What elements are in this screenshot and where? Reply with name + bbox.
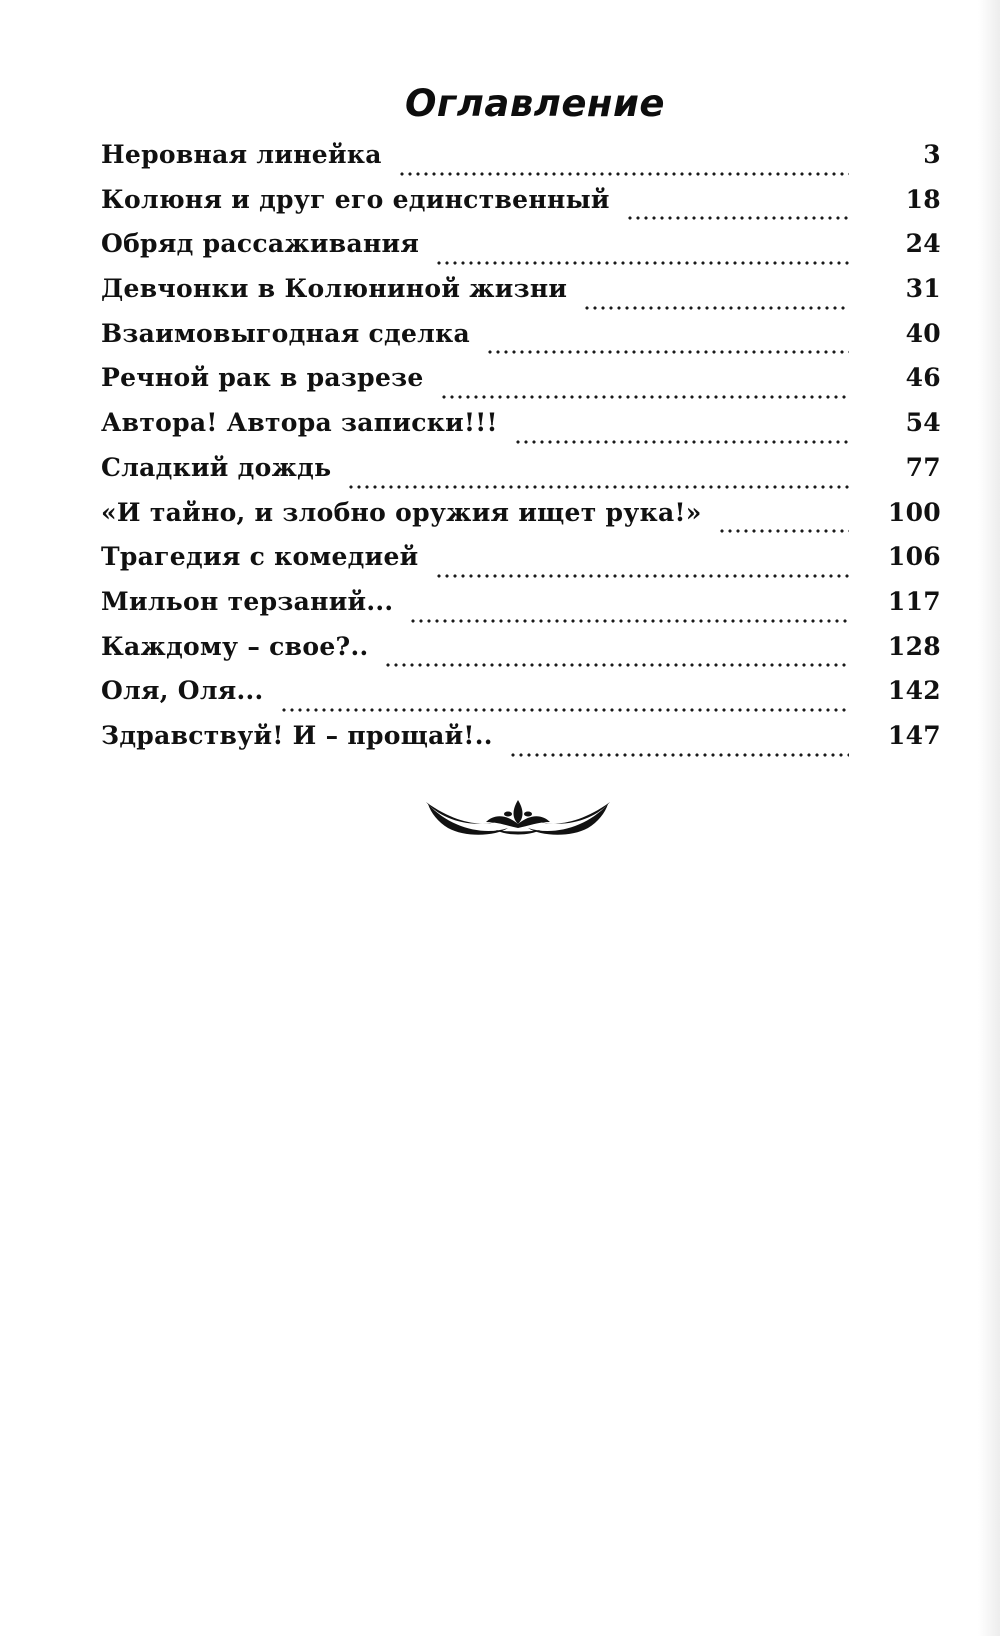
toc-dot-leader bbox=[514, 425, 849, 445]
toc-dot-leader bbox=[509, 738, 849, 758]
toc-entry-title: Девчонки в Колюниной жизни bbox=[101, 274, 568, 304]
toc-page-number: 24 bbox=[905, 229, 941, 259]
toc-page-number: 100 bbox=[887, 497, 941, 527]
toc-entry-title: Сладкий дождь bbox=[101, 452, 332, 482]
toc-dot-leader bbox=[398, 157, 849, 177]
toc-entry-title: Мильон терзаний... bbox=[101, 586, 394, 616]
toc-dot-leader bbox=[583, 291, 849, 311]
toc-dot-leader bbox=[384, 648, 849, 668]
toc-page-number: 40 bbox=[905, 318, 941, 348]
toc-entry-title: Трагедия с комедией bbox=[101, 542, 419, 572]
toc-entry-title: Здравствуй! И – прощай!.. bbox=[101, 720, 493, 750]
toc-dot-leader bbox=[409, 604, 849, 624]
toc-entry bbox=[101, 542, 941, 587]
toc-dot-leader bbox=[718, 514, 849, 534]
toc-page-number: 46 bbox=[905, 363, 941, 393]
toc-page-number: 18 bbox=[905, 184, 941, 214]
toc-page-number: 147 bbox=[887, 720, 941, 750]
toc-entry bbox=[101, 229, 941, 274]
table-of-contents bbox=[101, 140, 941, 766]
vignette-ornament-icon bbox=[426, 798, 610, 838]
toc-dot-leader bbox=[435, 559, 849, 579]
toc-entry-title: Речной рак в разрезе bbox=[101, 363, 424, 393]
toc-dot-leader bbox=[280, 693, 849, 713]
toc-dot-leader bbox=[435, 246, 849, 266]
toc-page-number: 117 bbox=[887, 586, 941, 616]
toc-entry-title: Колюня и друг его единственный bbox=[101, 184, 610, 214]
toc-entry bbox=[101, 363, 941, 408]
toc-page-number: 77 bbox=[905, 452, 941, 482]
toc-page-number: 142 bbox=[887, 676, 941, 706]
toc-entry bbox=[101, 408, 941, 453]
toc-entry bbox=[101, 185, 941, 230]
toc-entry bbox=[101, 721, 941, 766]
page-title: Оглавление bbox=[404, 82, 666, 125]
toc-entry-title: Неровная линейка bbox=[101, 140, 382, 169]
toc-page-number: 3 bbox=[923, 140, 941, 169]
toc-entry-title: Каждому – свое?.. bbox=[101, 631, 369, 661]
page-edge-shadow bbox=[978, 0, 1000, 1636]
toc-dot-leader bbox=[486, 335, 849, 355]
toc-entry-title: Взаимовыгодная сделка bbox=[101, 318, 470, 348]
toc-entry bbox=[101, 274, 941, 319]
toc-entry-title: «И тайно, и злобно оружия ищет рука!» bbox=[101, 497, 702, 527]
toc-page-number: 128 bbox=[887, 631, 941, 661]
toc-entry bbox=[101, 140, 941, 185]
toc-page-number: 31 bbox=[905, 274, 941, 304]
toc-entry bbox=[101, 319, 941, 364]
toc-dot-leader bbox=[347, 470, 849, 490]
toc-entry bbox=[101, 453, 941, 498]
toc-entry-title: Обряд рассаживания bbox=[101, 229, 420, 259]
toc-page-number: 106 bbox=[887, 542, 941, 572]
toc-dot-leader bbox=[626, 201, 849, 221]
toc-entry bbox=[101, 587, 941, 632]
toc-entry bbox=[101, 676, 941, 721]
toc-entry-title: Автора! Автора записки!!! bbox=[101, 408, 498, 438]
toc-entry-title: Оля, Оля... bbox=[101, 676, 264, 706]
toc-dot-leader bbox=[440, 380, 849, 400]
toc-entry bbox=[101, 632, 941, 677]
toc-entry bbox=[101, 498, 941, 543]
toc-page-number: 54 bbox=[905, 408, 941, 438]
